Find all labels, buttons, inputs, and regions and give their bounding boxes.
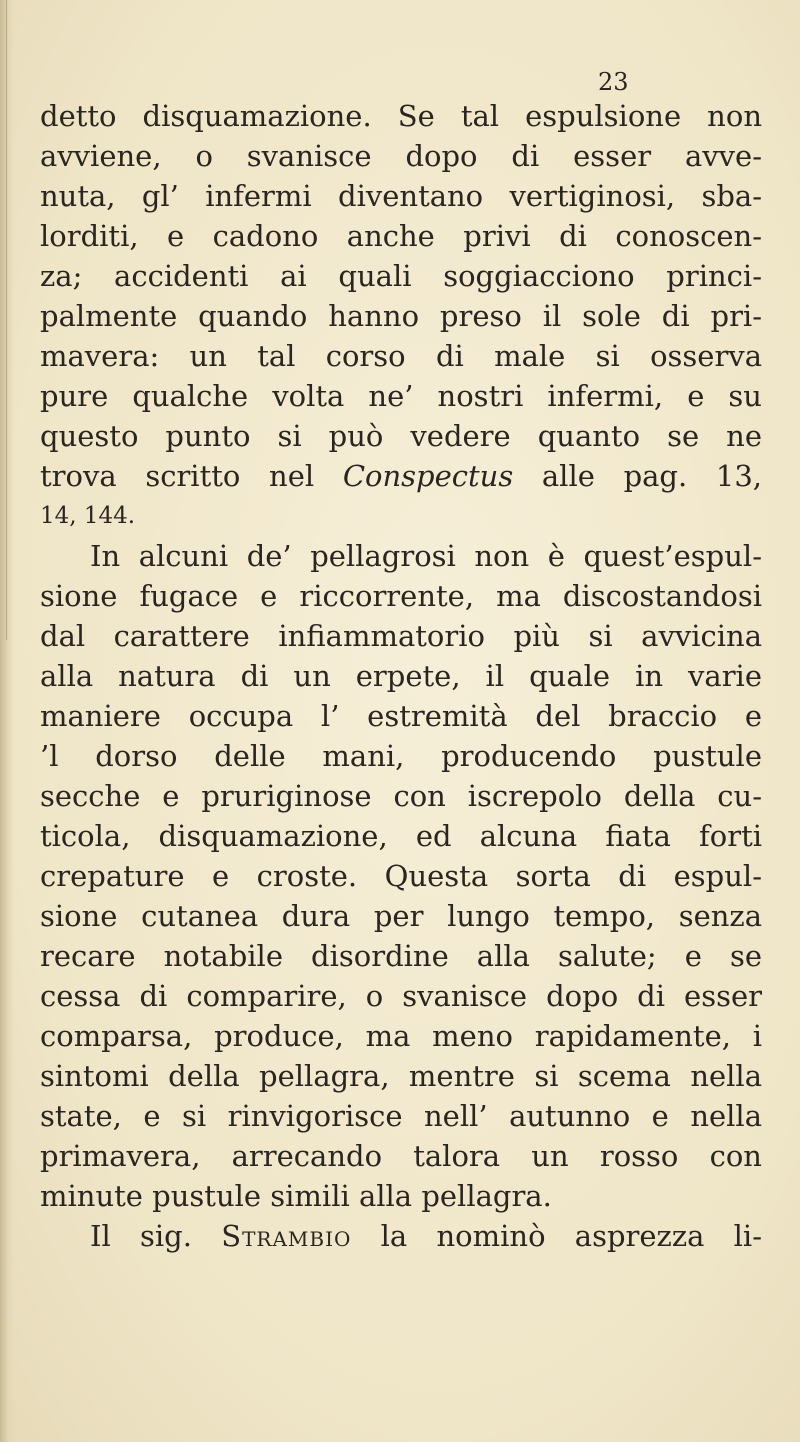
text-line-28: minute pustule simili alla pellagra. [40,1179,552,1213]
text-line-10 [40,456,762,496]
text-line-3: nuta, gl’ infermi diventano vertiginosi, sba- [40,179,762,213]
text-line-27: primavera, arrecando talora un rosso con [40,1139,762,1173]
text-line-10-post: alle pag. 13, [513,459,762,493]
text-line-29 [40,1216,762,1256]
author-name-strambio: Strambio [221,1219,352,1253]
conspectus-title: Conspectus [342,459,514,493]
text-line-13: sione fugace e riccorrente, ma discostandosi [40,579,762,613]
text-line-12: In alcuni de’ pellagrosi non è quest’espul- [90,539,762,573]
text-line-10-pre: trova scritto nel [40,459,343,493]
text-line-16: maniere occupa l’ estremità del braccio e [40,699,762,733]
text-line-26: state, e si rinvigorisce nell’ autunno e nella [40,1099,762,1133]
text-line-19: ticola, disquamazione, ed alcuna fiata forti [40,819,762,853]
text-line-23: cessa di comparire, o svanisce dopo di esser [40,979,762,1013]
page-number: 23 [598,68,629,96]
text-line-25: sintomi della pellagra, mentre si scema nella [40,1059,762,1093]
gutter-edge-line [6,0,7,640]
text-line-20: crepature e croste. Questa sorta di espul- [40,859,762,893]
text-line-24: comparsa, produce, ma meno rapidamente, i [40,1019,762,1053]
text-line-9: questo punto si può vedere quanto se ne [40,419,762,453]
text-line-6: palmente quando hanno preso il sole di pri- [40,299,762,333]
text-line-11: 14, 144. [40,503,136,529]
text-line-29-pre: Il sig. [90,1219,222,1253]
text-line-14: dal carattere infiammatorio più si avvicina [40,619,762,653]
text-line-7: mavera: un tal corso di male si osserva [40,339,762,373]
text-line-2: avviene, o svanisce dopo di esser avve- [40,139,762,173]
page-gutter [0,0,14,1442]
text-line-4: lorditi, e cadono anche privi di conoscen- [40,219,762,253]
text-line-15: alla natura di un erpete, il quale in varie [40,659,762,693]
text-line-8: pure qualche volta ne’ nostri infermi, e su [40,379,762,413]
text-line-22: recare notabile disordine alla salute; e se [40,939,762,973]
text-line-21: sione cutanea dura per lungo tempo, senza [40,899,762,933]
text-line-1: detto disquamazione. Se tal espulsione non [40,99,762,133]
body-text [40,96,762,1256]
text-line-29-post: la nominò asprezza li- [351,1219,762,1253]
text-line-5: za; accidenti ai quali soggiacciono princi- [40,259,762,293]
text-line-17: ’l dorso delle mani, producendo pustule [40,739,762,773]
text-line-18: secche e pruriginose con iscrepolo della cu- [40,779,762,813]
